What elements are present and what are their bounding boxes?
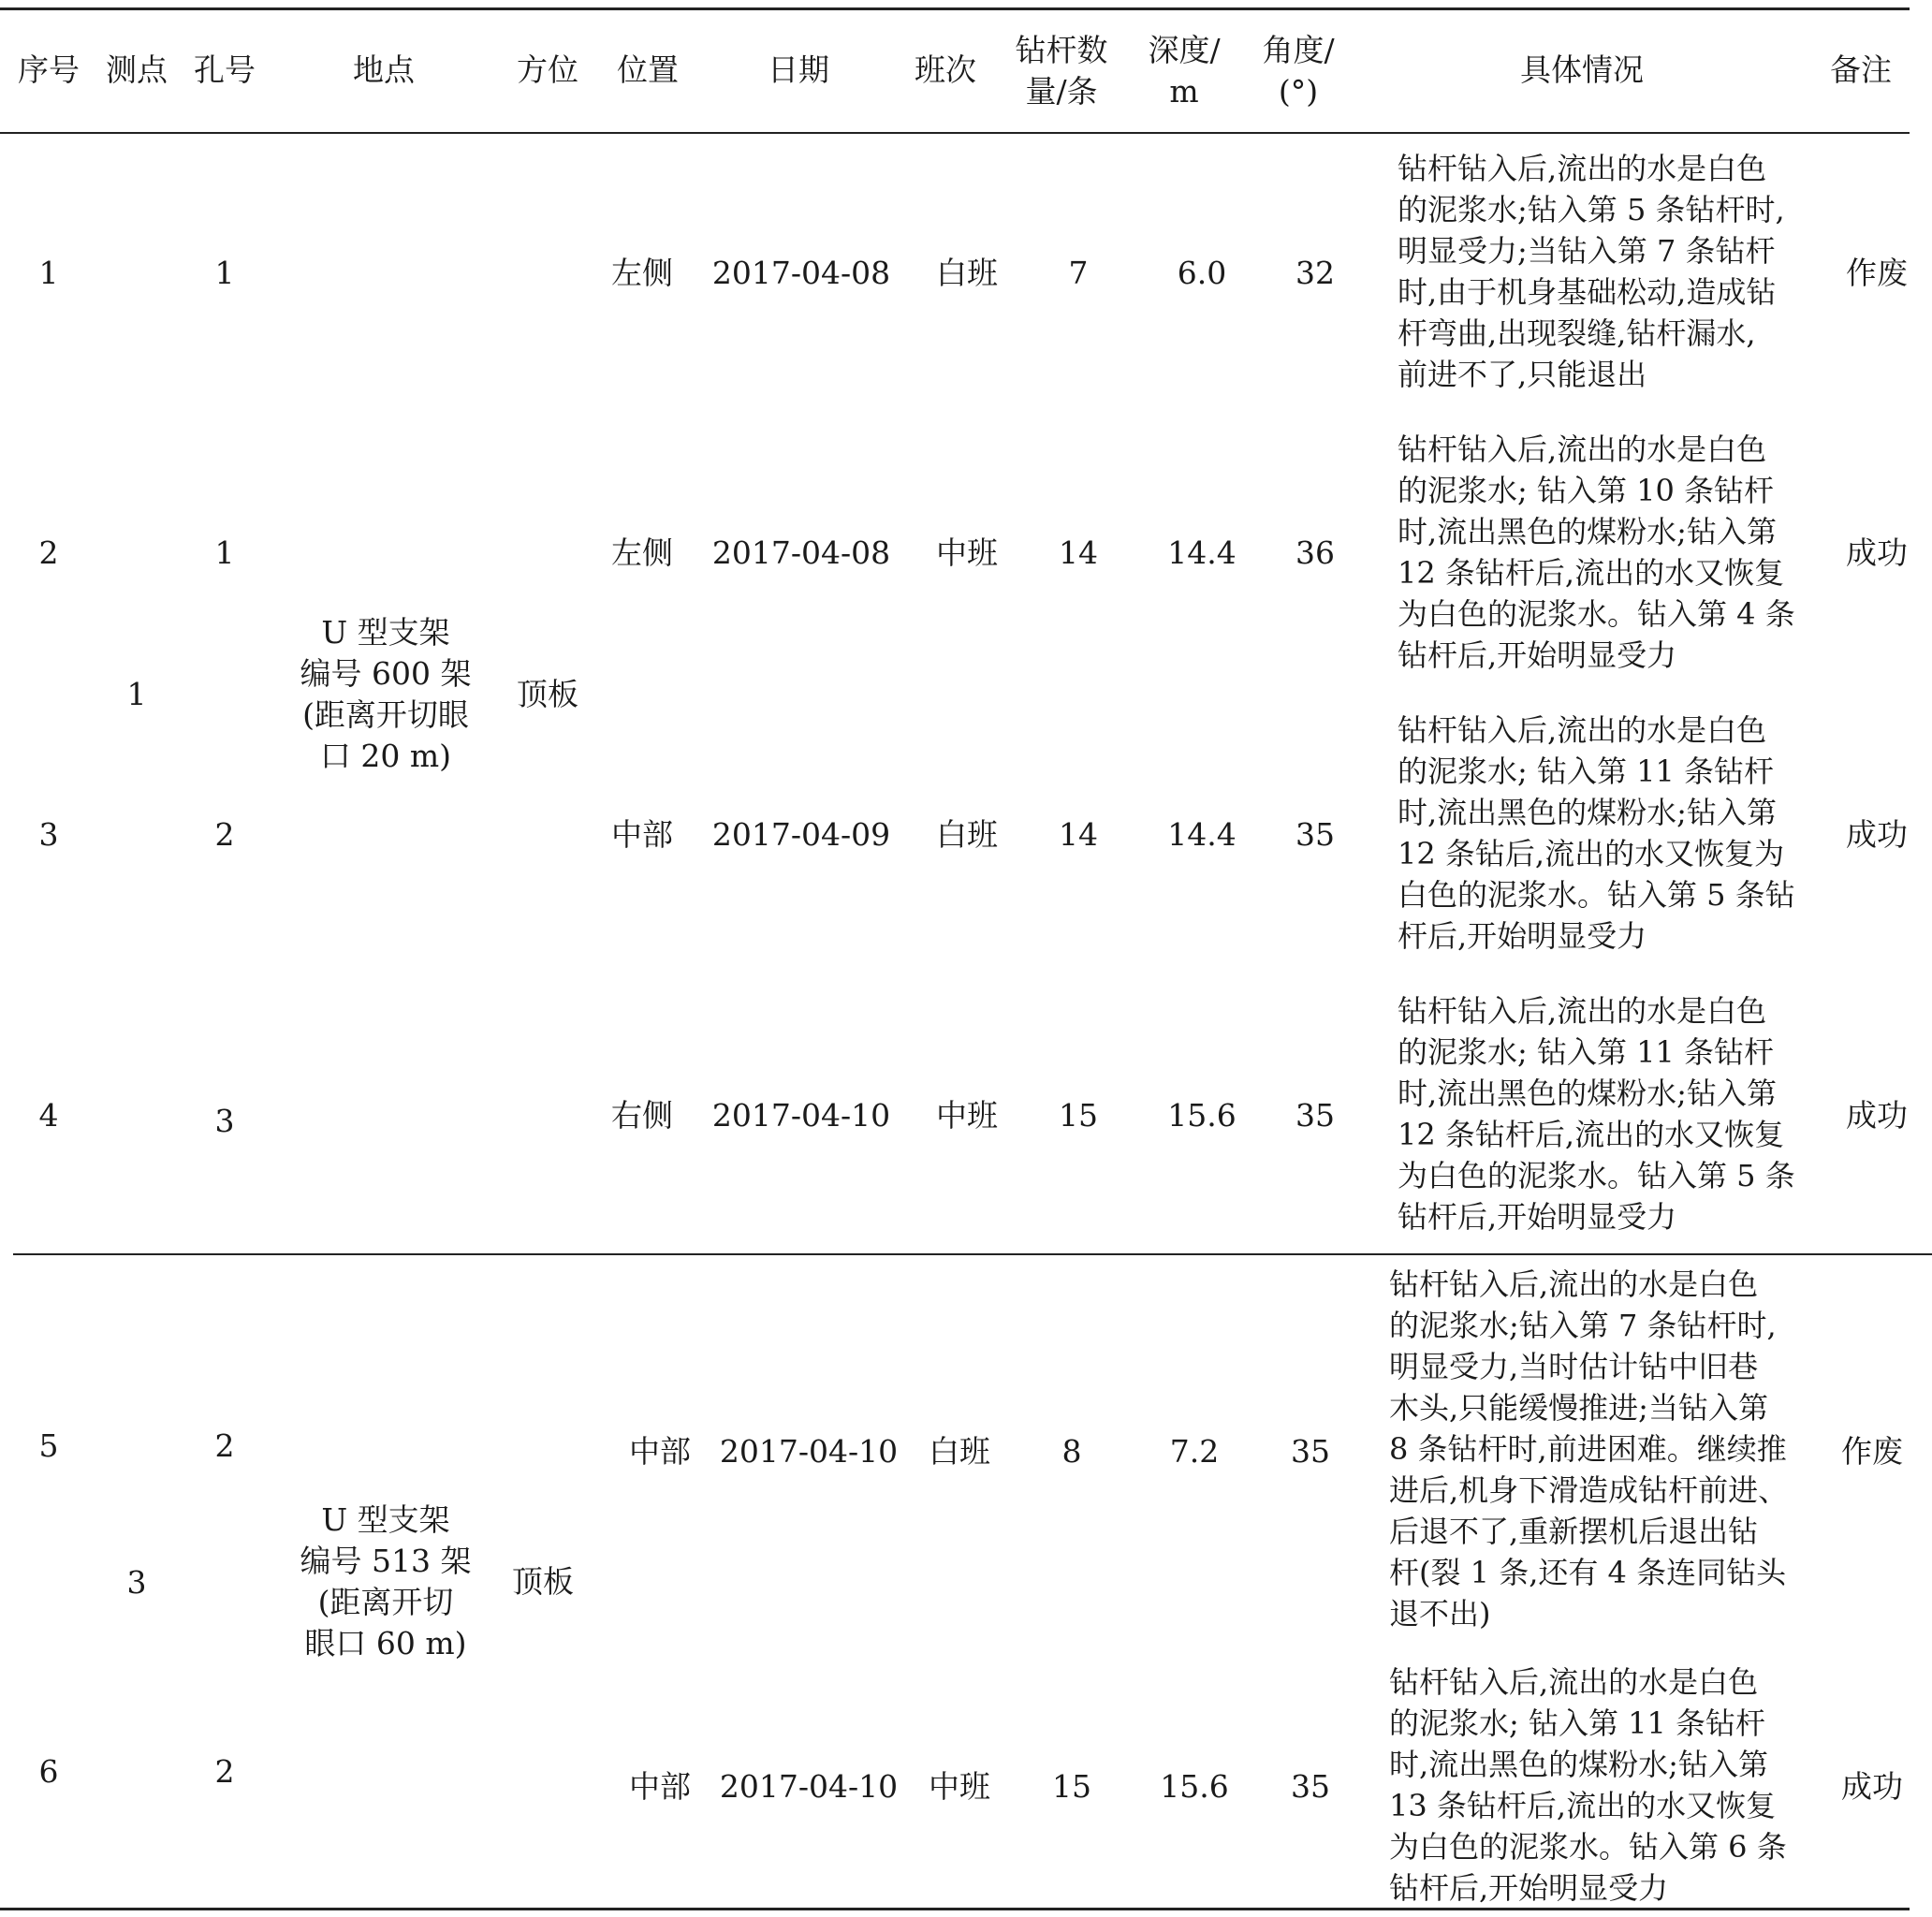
group1-orientation: 顶板	[517, 676, 578, 712]
row5-angle: 35	[1291, 1433, 1330, 1470]
row5-remark: 作废	[1841, 1433, 1903, 1470]
header-orientation: 方位	[517, 51, 578, 88]
header-angle: 角度/ (°)	[1262, 32, 1335, 110]
row2-details: 钻杆钻入后,流出的水是白色 的泥浆水; 钻入第 10 条钻杆 时,流出黑色的煤粉水;钻入第 12 条钻杆后,流出的水又恢复 为白色的泥浆水。钻入第 4 条 钻杆后,开始明显受力	[1398, 432, 1795, 673]
row1-shift: 白班	[936, 255, 998, 291]
header-seq: 序号	[18, 51, 80, 88]
row6-date: 2017-04-10	[719, 1768, 899, 1805]
group2-point: 3	[126, 1564, 147, 1601]
row1-rods: 7	[1068, 255, 1089, 291]
row1-hole: 1	[214, 255, 235, 291]
group-divider-rule	[13, 1253, 1932, 1255]
header-date: 日期	[768, 51, 829, 88]
row4-details: 钻杆钻入后,流出的水是白色 的泥浆水; 钻入第 11 条钻杆 时,流出黑色的煤粉水;钻入第 12 条钻杆后,流出的水又恢复 为白色的泥浆水。钻入第 5 条 钻杆后,开始明显受力	[1398, 993, 1795, 1235]
row2-position: 左侧	[611, 534, 673, 571]
row4-rods: 15	[1059, 1097, 1098, 1134]
row3-shift: 白班	[936, 816, 998, 853]
row5-position: 中部	[629, 1433, 691, 1470]
header-remarks: 备注	[1830, 51, 1892, 88]
row2-angle: 36	[1295, 534, 1335, 571]
row3-seq: 3	[38, 816, 59, 853]
group2-location: U 型支架 编号 513 架 (距离开切 眼口 60 m)	[300, 1501, 472, 1661]
row3-date: 2017-04-09	[711, 816, 891, 853]
row4-angle: 35	[1295, 1097, 1335, 1134]
group1-point: 1	[126, 676, 147, 712]
row5-details: 钻杆钻入后,流出的水是白色 的泥浆水;钻入第 7 条钻杆时, 明显受力,当时估计钻中旧巷 木头,只能缓慢推进;当钻入第 8 条钻杆时,前进困难。继续推 进后,机身下滑造成钻杆前进、 后退不了,重新摆机后退出钻 杆(裂 1 条,还有 4 条连同钻头 退不出)	[1389, 1266, 1789, 1632]
row2-hole: 1	[214, 534, 235, 571]
row6-seq: 6	[38, 1753, 59, 1790]
row5-depth: 7.2	[1169, 1433, 1220, 1470]
row6-rods: 15	[1052, 1768, 1091, 1805]
row5-seq: 5	[38, 1427, 59, 1464]
group1-location: U 型支架 编号 600 架 (距离开切眼 口 20 m)	[300, 614, 472, 774]
header-rods: 钻杆数 量/条	[1015, 32, 1108, 110]
row3-depth: 14.4	[1167, 816, 1237, 853]
group2-orientation: 顶板	[512, 1563, 574, 1600]
row4-depth: 15.6	[1167, 1097, 1237, 1134]
header-depth: 深度/ m	[1148, 32, 1221, 110]
row6-depth: 15.6	[1160, 1768, 1229, 1805]
row5-hole: 2	[214, 1427, 235, 1464]
row3-hole: 2	[214, 816, 235, 853]
row2-seq: 2	[38, 534, 59, 571]
row1-angle: 32	[1295, 255, 1335, 291]
row4-seq: 4	[38, 1097, 59, 1134]
row5-date: 2017-04-10	[719, 1433, 899, 1470]
row4-date: 2017-04-10	[711, 1097, 891, 1134]
row3-details: 钻杆钻入后,流出的水是白色 的泥浆水; 钻入第 11 条钻杆 时,流出黑色的煤粉水;钻入第 12 条钻后,流出的水又恢复为 白色的泥浆水。钻入第 5 条钻 杆后,开始明显受力	[1398, 712, 1795, 954]
row1-depth: 6.0	[1177, 255, 1227, 291]
row4-shift: 中班	[936, 1097, 998, 1134]
row1-date: 2017-04-08	[711, 255, 891, 291]
header-hole: 孔号	[194, 51, 256, 88]
row4-position: 右侧	[611, 1097, 673, 1134]
row1-remark: 作废	[1846, 255, 1908, 291]
row3-remark: 成功	[1846, 816, 1908, 853]
row2-remark: 成功	[1846, 534, 1908, 571]
row6-position: 中部	[629, 1768, 691, 1805]
row6-angle: 35	[1291, 1768, 1330, 1805]
row2-date: 2017-04-08	[711, 534, 891, 571]
header-rule	[0, 132, 1910, 134]
row5-rods: 8	[1061, 1433, 1082, 1470]
header-location: 地点	[353, 51, 415, 88]
header-shift: 班次	[915, 51, 976, 88]
header-point: 测点	[106, 51, 168, 88]
row1-seq: 1	[38, 255, 59, 291]
header-position: 位置	[617, 51, 679, 88]
row6-remark: 成功	[1841, 1768, 1903, 1805]
top-rule	[0, 7, 1910, 10]
row2-rods: 14	[1059, 534, 1098, 571]
row2-depth: 14.4	[1167, 534, 1237, 571]
row6-hole: 2	[214, 1753, 235, 1790]
row3-rods: 14	[1059, 816, 1098, 853]
row3-angle: 35	[1295, 816, 1335, 853]
row2-shift: 中班	[936, 534, 998, 571]
row1-details: 钻杆钻入后,流出的水是白色 的泥浆水;钻入第 5 条钻杆时, 明显受力;当钻入第 7 条钻杆 时,由于机身基础松动,造成钻 杆弯曲,出现裂缝,钻杆漏水, 前进不了,只能退出	[1398, 151, 1785, 392]
row4-remark: 成功	[1846, 1097, 1908, 1134]
row6-details: 钻杆钻入后,流出的水是白色 的泥浆水; 钻入第 11 条钻杆 时,流出黑色的煤粉水;钻入第 13 条钻杆后,流出的水又恢复 为白色的泥浆水。钻入第 6 条 钻杆后,开始明显受力	[1389, 1664, 1787, 1906]
row5-shift: 白班	[929, 1433, 990, 1470]
row6-shift: 中班	[929, 1768, 990, 1805]
row1-position: 左侧	[611, 255, 673, 291]
row3-position: 中部	[611, 816, 673, 853]
header-details: 具体情况	[1520, 51, 1644, 88]
row4-hole: 3	[214, 1103, 235, 1139]
